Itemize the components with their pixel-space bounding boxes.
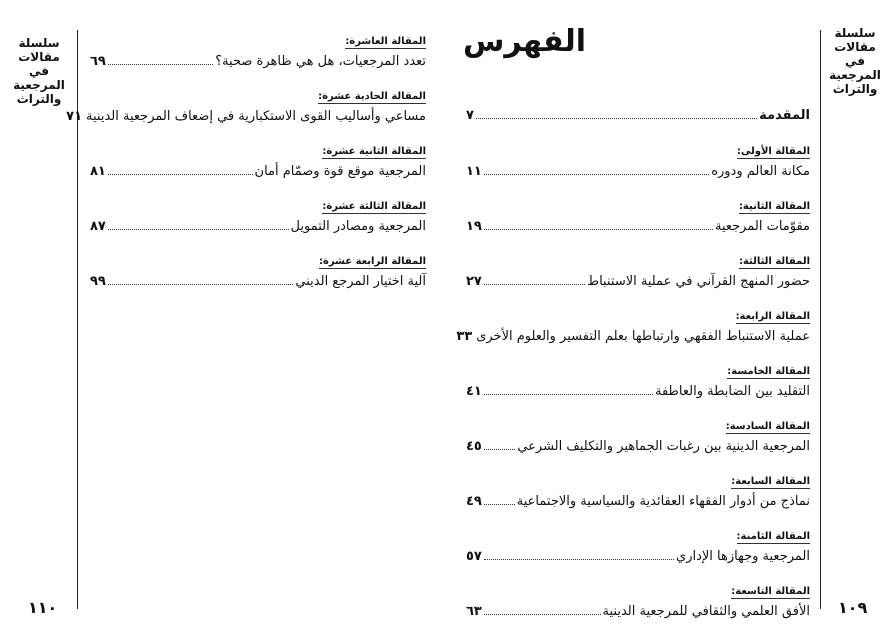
toc-entry — [90, 256, 426, 311]
toc-entry — [466, 531, 810, 586]
leader-dots — [476, 117, 757, 119]
right-margin-rule — [820, 30, 821, 609]
entry-page: ٨٧ — [90, 219, 106, 234]
series-word: مقالات — [18, 50, 60, 64]
page-number-left: ١١٠ — [28, 598, 58, 617]
entry-title: المرجعية وجهازها الإداري — [676, 549, 810, 564]
series-word: والتراث — [832, 82, 878, 96]
entry-title: نماذج من أدوار الفقهاء العقائدية والسياسية والاجتماعية — [516, 494, 810, 509]
entry-page: ٤١ — [466, 384, 482, 399]
entry-heading: المقالة الثانية عشرة: — [322, 146, 426, 157]
page-number-right: ١٠٩ — [838, 598, 868, 617]
leader-dots — [484, 613, 601, 615]
entry-page: ١٩ — [466, 219, 482, 234]
entry-title: الأفق العلمي والثقافي للمرجعية الدينية — [602, 604, 810, 619]
entry-heading: المقالة الثانية: — [738, 201, 810, 212]
leader-dots — [484, 558, 674, 560]
series-word: والتراث — [16, 92, 62, 106]
intro-title: المقدمة — [759, 108, 810, 123]
toc-entry — [466, 201, 810, 256]
entry-heading: المقالة السادسة: — [725, 421, 810, 432]
entry-heading: المقالة الرابعة عشرة: — [318, 256, 426, 267]
entry-title: تعدد المرجعيات، هل هي ظاهرة صحية؟ — [215, 54, 426, 69]
entry-page: ٣٣ — [456, 329, 473, 344]
series-word: المرجعية — [829, 68, 881, 82]
series-title-left — [6, 36, 72, 106]
leader-dots — [484, 173, 709, 175]
toc-entry — [466, 146, 810, 201]
entry-heading: المقالة الحادية عشرة: — [318, 91, 426, 102]
entry-heading: المقالة الثامنة: — [736, 531, 810, 542]
toc-entry — [66, 91, 426, 146]
page-title: الفهرس — [462, 24, 586, 59]
entry-title: المرجعية موقع قوة وصمّام أمان — [254, 164, 426, 179]
entry-page: ٦٣ — [466, 604, 482, 619]
entry-page: ٤٩ — [466, 494, 482, 509]
entry-page: ٨١ — [90, 164, 106, 179]
toc-left-column — [66, 36, 426, 311]
leader-dots — [484, 228, 713, 230]
toc-entry — [90, 201, 426, 256]
entry-title: مساعي وأساليب القوى الاستكبارية في إضعاف المرجعية الدينية — [86, 109, 426, 124]
leader-dots — [108, 63, 213, 65]
entry-page: ٩٩ — [90, 274, 106, 289]
entry-heading: المقالة التاسعة: — [731, 586, 810, 597]
entry-title: مكانة العالم ودوره — [711, 164, 810, 179]
leader-dots — [484, 393, 653, 395]
leader-dots — [484, 283, 585, 285]
toc-entry — [466, 586, 810, 641]
entry-title: مقوّمات المرجعية — [714, 219, 810, 234]
entry-page: ٤٥ — [466, 439, 482, 454]
toc-entry — [466, 256, 810, 311]
series-title-right — [822, 26, 888, 96]
leader-dots — [108, 173, 253, 175]
entry-page: ٢٧ — [466, 274, 482, 289]
series-word: المرجعية — [13, 78, 65, 92]
entry-heading: المقالة الخامسة: — [727, 366, 810, 377]
entry-heading: المقالة الثالثة عشرة: — [322, 201, 426, 212]
entry-title: حضور المنهج القرآني في عملية الاستنباط — [587, 274, 810, 289]
toc-entry — [456, 311, 810, 366]
entry-title: آلية اختيار المرجع الديني — [295, 274, 426, 289]
entry-title: التقليد بين الضابطة والعاطفة — [655, 384, 810, 399]
toc-right-column — [456, 108, 810, 641]
entry-title: عملية الاستنباط الفقهي وارتباطها بعلم التفسير والعلوم الأخرى — [476, 329, 810, 344]
series-word: مقالات — [834, 40, 876, 54]
toc-entry — [466, 421, 810, 476]
leader-dots — [108, 283, 294, 285]
entry-page: ١١ — [466, 164, 482, 179]
intro-page: ٧ — [466, 108, 474, 123]
entry-heading: المقالة الأولى: — [736, 146, 810, 157]
toc-entry — [90, 146, 426, 201]
entry-heading: المقالة الثالثة: — [738, 256, 810, 267]
toc-entry — [466, 366, 810, 421]
entry-title: المرجعية الدينية بين رغبات الجماهير والتكليف الشرعي — [517, 439, 810, 454]
series-word: سلسلة — [834, 26, 876, 40]
entry-page: ٧١ — [66, 109, 83, 124]
toc-intro — [466, 108, 810, 146]
leader-dots — [484, 503, 515, 505]
entry-heading: المقالة الرابعة: — [735, 311, 810, 322]
toc-entry — [90, 36, 426, 91]
leader-dots — [484, 448, 515, 450]
entry-heading: المقالة العاشرة: — [345, 36, 426, 47]
series-word: في — [845, 54, 865, 68]
series-word: سلسلة — [18, 36, 60, 50]
entry-page: ٥٧ — [466, 549, 482, 564]
entry-title: المرجعية ومصادر التمويل — [290, 219, 426, 234]
entry-page: ٦٩ — [90, 54, 106, 69]
entry-heading: المقالة السابعة: — [731, 476, 810, 487]
leader-dots — [108, 228, 289, 230]
series-word: في — [29, 64, 49, 78]
toc-entry — [466, 476, 810, 531]
